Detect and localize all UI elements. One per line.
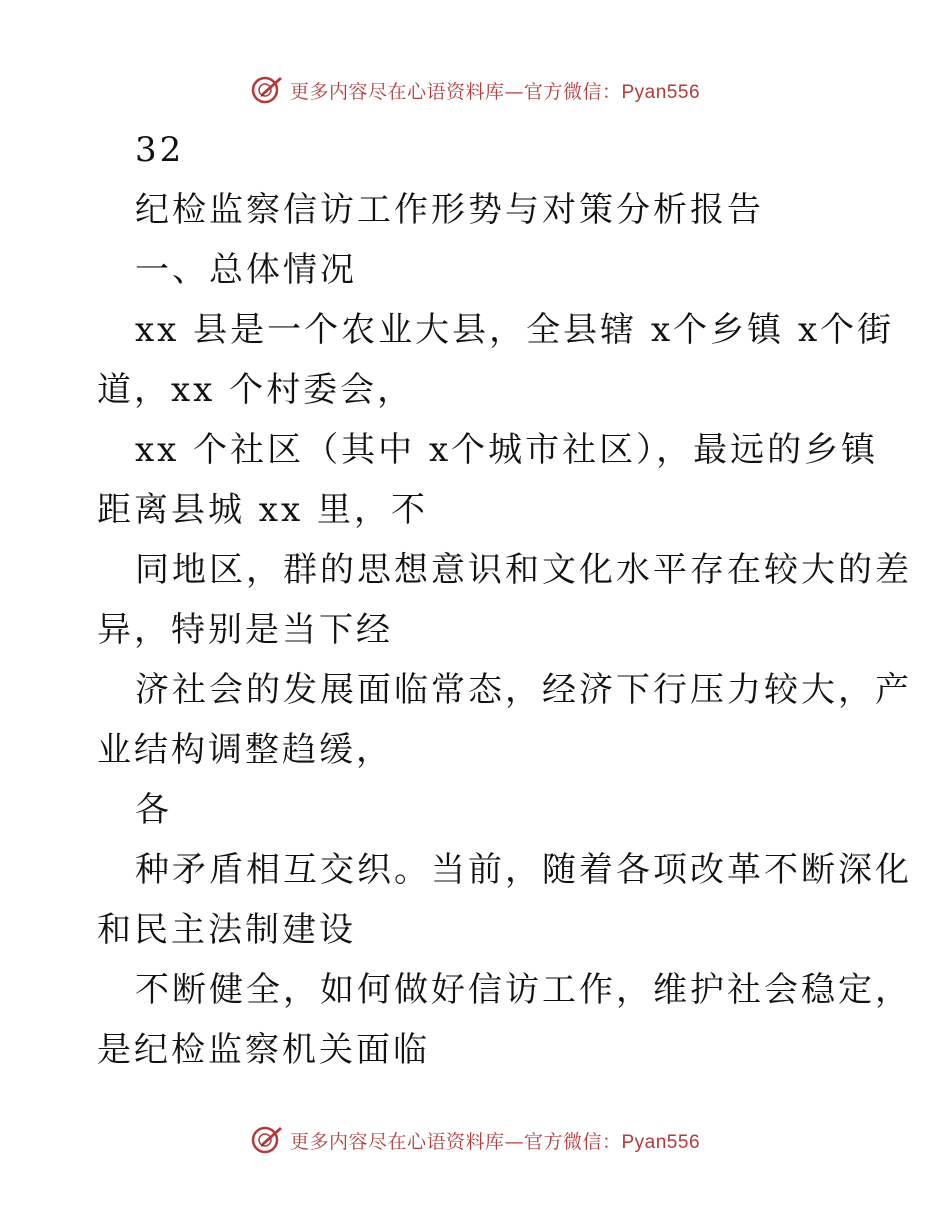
text-line: 和民主法制建设 [97, 910, 356, 950]
text-line: 是纪检监察机关面临 [97, 1030, 430, 1070]
text-line: 种矛盾相互交织。当前，随着各项改革不断深化 [135, 850, 912, 890]
text-line: 距离县城 xx 里，不 [97, 490, 428, 530]
section-heading: 一、总体情况 [135, 250, 357, 290]
text-line: 业结构调整趋缓， [97, 730, 393, 770]
watermark-text: 更多内容尽在心语资料库—官方微信：Pyan556 [289, 1130, 701, 1153]
page-footer-watermark [0, 1122, 950, 1158]
text-line: 不断健全，如何做好信访工作，维护社会稳定， [135, 970, 912, 1010]
text-line: 济社会的发展面临常态，经济下行压力较大，产 [135, 670, 912, 710]
text-line: xx 个社区（其中 x个城市社区），最远的乡镇 [135, 430, 879, 470]
text-line: 道，xx 个村委会， [97, 370, 415, 410]
text-line: 各 [135, 790, 172, 830]
watermark-text: 更多内容尽在心语资料库—官方微信：Pyan556 [289, 80, 701, 103]
pen-logo-icon [250, 1123, 284, 1157]
document-body [97, 120, 912, 1080]
page-header-watermark [0, 72, 950, 108]
text-line: 同地区，群的思想意识和文化水平存在较大的差 [135, 550, 912, 590]
pen-logo-icon [250, 73, 284, 107]
text-line: xx 县是一个农业大县，全县辖 x个乡镇 x个街 [135, 310, 895, 350]
page-number: 32 [135, 130, 185, 170]
text-line: 异，特别是当下经 [97, 610, 393, 650]
document-title: 纪检监察信访工作形势与对策分析报告 [135, 190, 764, 230]
